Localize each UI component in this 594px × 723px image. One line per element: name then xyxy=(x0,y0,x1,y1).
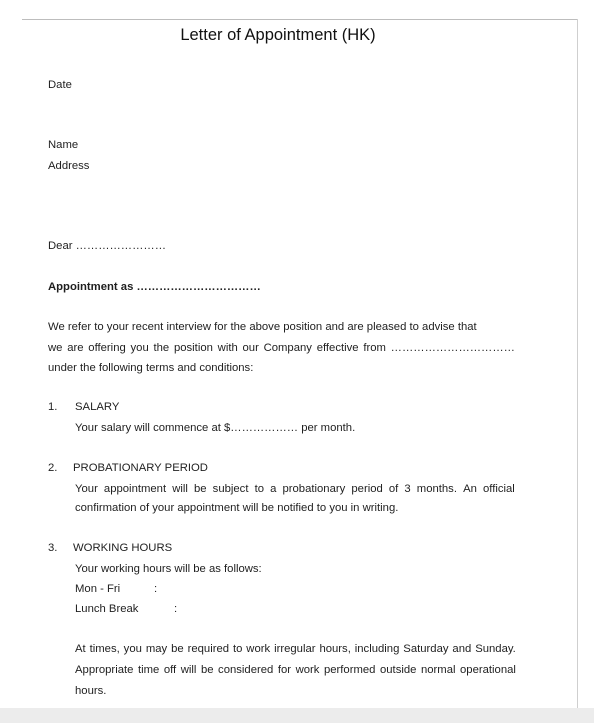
salutation: Dear …………………… xyxy=(48,240,166,252)
appointment-line: Appointment as …………………………… xyxy=(48,281,261,293)
hours-paragraph-line-3: hours. xyxy=(75,685,107,697)
document-title: Letter of Appointment (HK) xyxy=(180,26,376,44)
date-label: Date xyxy=(48,79,72,91)
word: you xyxy=(130,342,149,354)
name-label: Name xyxy=(48,139,79,151)
section-number: 2. xyxy=(48,462,58,474)
word: the xyxy=(153,342,170,354)
working-hours-intro: Your working hours will be as follows: xyxy=(75,563,262,575)
section-number: 1. xyxy=(48,401,58,413)
word: At xyxy=(75,643,86,655)
word: off xyxy=(163,664,177,676)
schedule-separator: : xyxy=(154,583,158,595)
word: irregular xyxy=(274,643,316,655)
word: time xyxy=(137,664,160,676)
address-label: Address xyxy=(48,160,90,172)
word: may xyxy=(145,643,168,655)
word: will xyxy=(172,483,188,495)
right-border-line xyxy=(577,19,578,723)
word: appointment xyxy=(103,483,167,495)
intro-line-1: We refer to your recent interview for the above position and are pleased to advise that xyxy=(48,321,477,333)
word: will xyxy=(180,664,197,676)
word: with xyxy=(217,342,238,354)
page-bottom-edge xyxy=(0,708,594,723)
schedule-label-lunch-break: Lunch Break xyxy=(75,603,139,615)
word: of xyxy=(388,483,399,495)
word: to xyxy=(254,483,264,495)
word: hours, xyxy=(319,643,351,655)
word: An xyxy=(463,483,477,495)
word: be xyxy=(171,643,184,655)
hours-paragraph-line-2 xyxy=(75,663,516,677)
section-number: 3. xyxy=(48,542,58,554)
probation-body-line-2: confirmation of your appointment will be notified to you in writing. xyxy=(75,502,399,514)
word: 3 xyxy=(404,483,411,495)
word: operational xyxy=(460,664,516,676)
word: considered xyxy=(218,664,274,676)
intro-line-3: under the following terms and conditions: xyxy=(48,362,254,374)
word: work xyxy=(246,643,271,655)
word: normal xyxy=(420,664,456,676)
schedule-separator: : xyxy=(174,603,178,615)
word: Saturday xyxy=(403,643,449,655)
word: effective xyxy=(316,342,359,354)
word: performed xyxy=(323,664,376,676)
word: months. xyxy=(416,483,457,495)
word: Sunday. xyxy=(475,643,516,655)
word: our xyxy=(242,342,259,354)
word: you xyxy=(123,643,142,655)
word: Appropriate xyxy=(75,664,134,676)
word: position xyxy=(173,342,213,354)
word: …………………………… xyxy=(390,342,515,354)
top-border-line xyxy=(22,19,577,20)
hours-paragraph-line-1 xyxy=(75,642,516,656)
word: we xyxy=(48,342,63,354)
word: for xyxy=(277,664,292,676)
word: from xyxy=(363,342,386,354)
intro-line-2 xyxy=(48,341,515,355)
salary-body: Your salary will commence at $……………… per month. xyxy=(75,422,356,434)
word: including xyxy=(354,643,400,655)
word: be xyxy=(194,483,207,495)
word: subject xyxy=(212,483,249,495)
word: Company xyxy=(263,342,312,354)
word: period xyxy=(351,483,383,495)
word: probationary xyxy=(282,483,346,495)
section-heading-probation: PROBATIONARY PERIOD xyxy=(73,462,208,474)
word: official xyxy=(482,483,515,495)
schedule-label-mon-fri: Mon - Fri xyxy=(75,583,121,595)
word: Your xyxy=(75,483,98,495)
section-heading-working-hours: WORKING HOURS xyxy=(73,542,173,554)
word: times, xyxy=(89,643,120,655)
word: be xyxy=(200,664,214,676)
word: are xyxy=(67,342,84,354)
word: offering xyxy=(88,342,126,354)
word: to xyxy=(232,643,243,655)
word: and xyxy=(452,643,472,655)
word: a xyxy=(270,483,277,495)
word: required xyxy=(187,643,230,655)
section-heading-salary: SALARY xyxy=(75,401,120,413)
word: outside xyxy=(379,664,417,676)
word: work xyxy=(295,664,320,676)
probation-body-line-1 xyxy=(75,482,515,496)
